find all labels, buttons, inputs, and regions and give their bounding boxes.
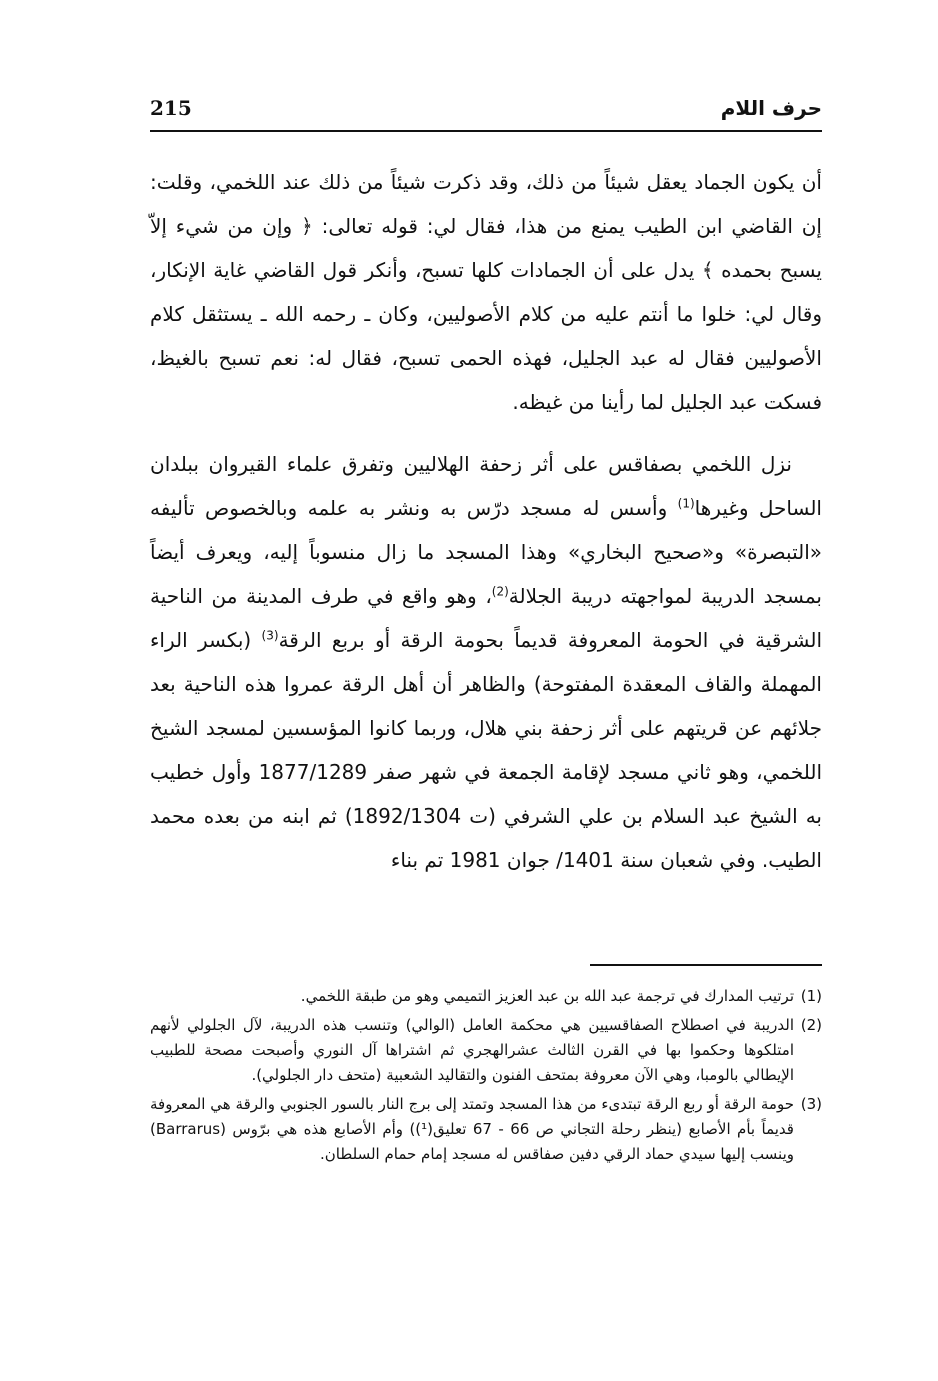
footnote-separator xyxy=(590,964,822,966)
footnote-marker: (3) xyxy=(800,1095,822,1113)
chapter-title: حرف اللام xyxy=(720,96,822,120)
footnote xyxy=(150,984,822,1009)
footnotes xyxy=(150,984,822,1171)
paragraph-text: وأسس له مسجد درّس به ونشر به علمه وبالخصوص تأليفه «التبصرة» و«صحيح البخاري» وهذا المسجد ما زال منسوباً إليه، ويعرف أيضاً بمسجد الدريبة لمواجهته دريبة الجلالة xyxy=(150,496,823,608)
footnote-reference: (1) xyxy=(677,496,695,511)
footnote-text: ترتيب المدارك في ترجمة عبد الله بن عبد العزيز التميمي وهو من طبقة اللخمي. xyxy=(300,987,794,1005)
paragraph-text: أن يكون الجماد يعقل شيئاً من ذلك، وقد ذكرت شيئاً من ذلك عند اللخمي، وقلت: إن القاضي ابن الطيب يمنع من هذا، فقال لي: قوله تعالى: ﴿ وإن من شيء إلاّ يسبح بحمده ﴾ يدل على أن الجمادات كلها تسبح، وأنكر قول القاضي غاية الإنكار، وقال لي: خلوا ما أنتم عليه من كلام الأصوليين، وكان ـ رحمه الله ـ يستثقل كلام الأصوليين فقال له عبد الجليل، فهذه الحمى تسبح، فقال له: نعم تسبح بالغيظ، فسكت عبد الجليل لما رأينا من غيظه. xyxy=(150,170,822,414)
main-text xyxy=(150,160,822,882)
footnote-text: حومة الرقة أو ربع الرقة تبتدىء من هذا المسجد وتمتد إلى برج النار بالسور الجنوبي والرقة هي المعروفة قديماً بأم الأصابع (ينظر رحلة التجاني ص 66 - 67 تعليق(¹)) وأم الأصابع هذه هي برّوس (Barrarus) وينسب إليها سيدي حماد الرقي دفين صفاقس له مسجد إمام حمام السلطان. xyxy=(150,1095,794,1163)
footnote-marker: (1) xyxy=(800,987,822,1005)
footnote-reference: (3) xyxy=(261,628,279,643)
paragraph-text: (بكسر الراء المهملة والقاف المعقدة المفتوحة) والظاهر أن أهل الرقة عمروا هذه الناحية بعد جلائهم عن قريتهم على أثر زحفة بني هلال، وربما كانوا المؤسسين لمسجد الشيخ اللخمي، وهو ثاني مسجد لإقامة الجمعة في شهر صفر 1877/1289 وأول خطيب به الشيخ عبد السلام بن علي الشرفي (ت 1892/1304) ثم ابنه من بعده محمد الطيب. وفي شعبان سنة 1401/ جوان 1981 تم بناء xyxy=(150,628,823,872)
footnote-marker: (2) xyxy=(800,1016,822,1034)
footnote xyxy=(150,1013,822,1088)
paragraph-text: نزل اللخمي بصفاقس على أثر زحفة الهلاليين وتفرق علماء القيروان ببلدان الساحل وغيرها xyxy=(150,452,822,520)
paragraph-text: ، وهو واقع في طرف المدينة من الناحية الشرقية في الحومة المعروفة قديماً بحومة الرقة أو بربع الرقة xyxy=(150,584,823,652)
page-number: 215 xyxy=(150,96,192,120)
footnote-text: الدريبة في اصطلاح الصفاقسيين هي محكمة العامل (الوالي) وتنسب هذه الدريبة، لآل الجلولي لأنهم امتلكوها وحكموا بها في القرن الثالث عشرالهجري ثم اشتراها آل النوري وأصبحت مصحة للطبيب الإيطالي بالومبا، وهي الآن معروفة بمتحف الفنون والتقاليد الشعبية (متحف دار الجلولي). xyxy=(150,1016,794,1084)
footnote-reference: (2) xyxy=(491,584,509,599)
footnote xyxy=(150,1092,822,1167)
paragraph xyxy=(150,442,822,882)
page-header xyxy=(150,96,822,132)
paragraph xyxy=(150,160,822,424)
